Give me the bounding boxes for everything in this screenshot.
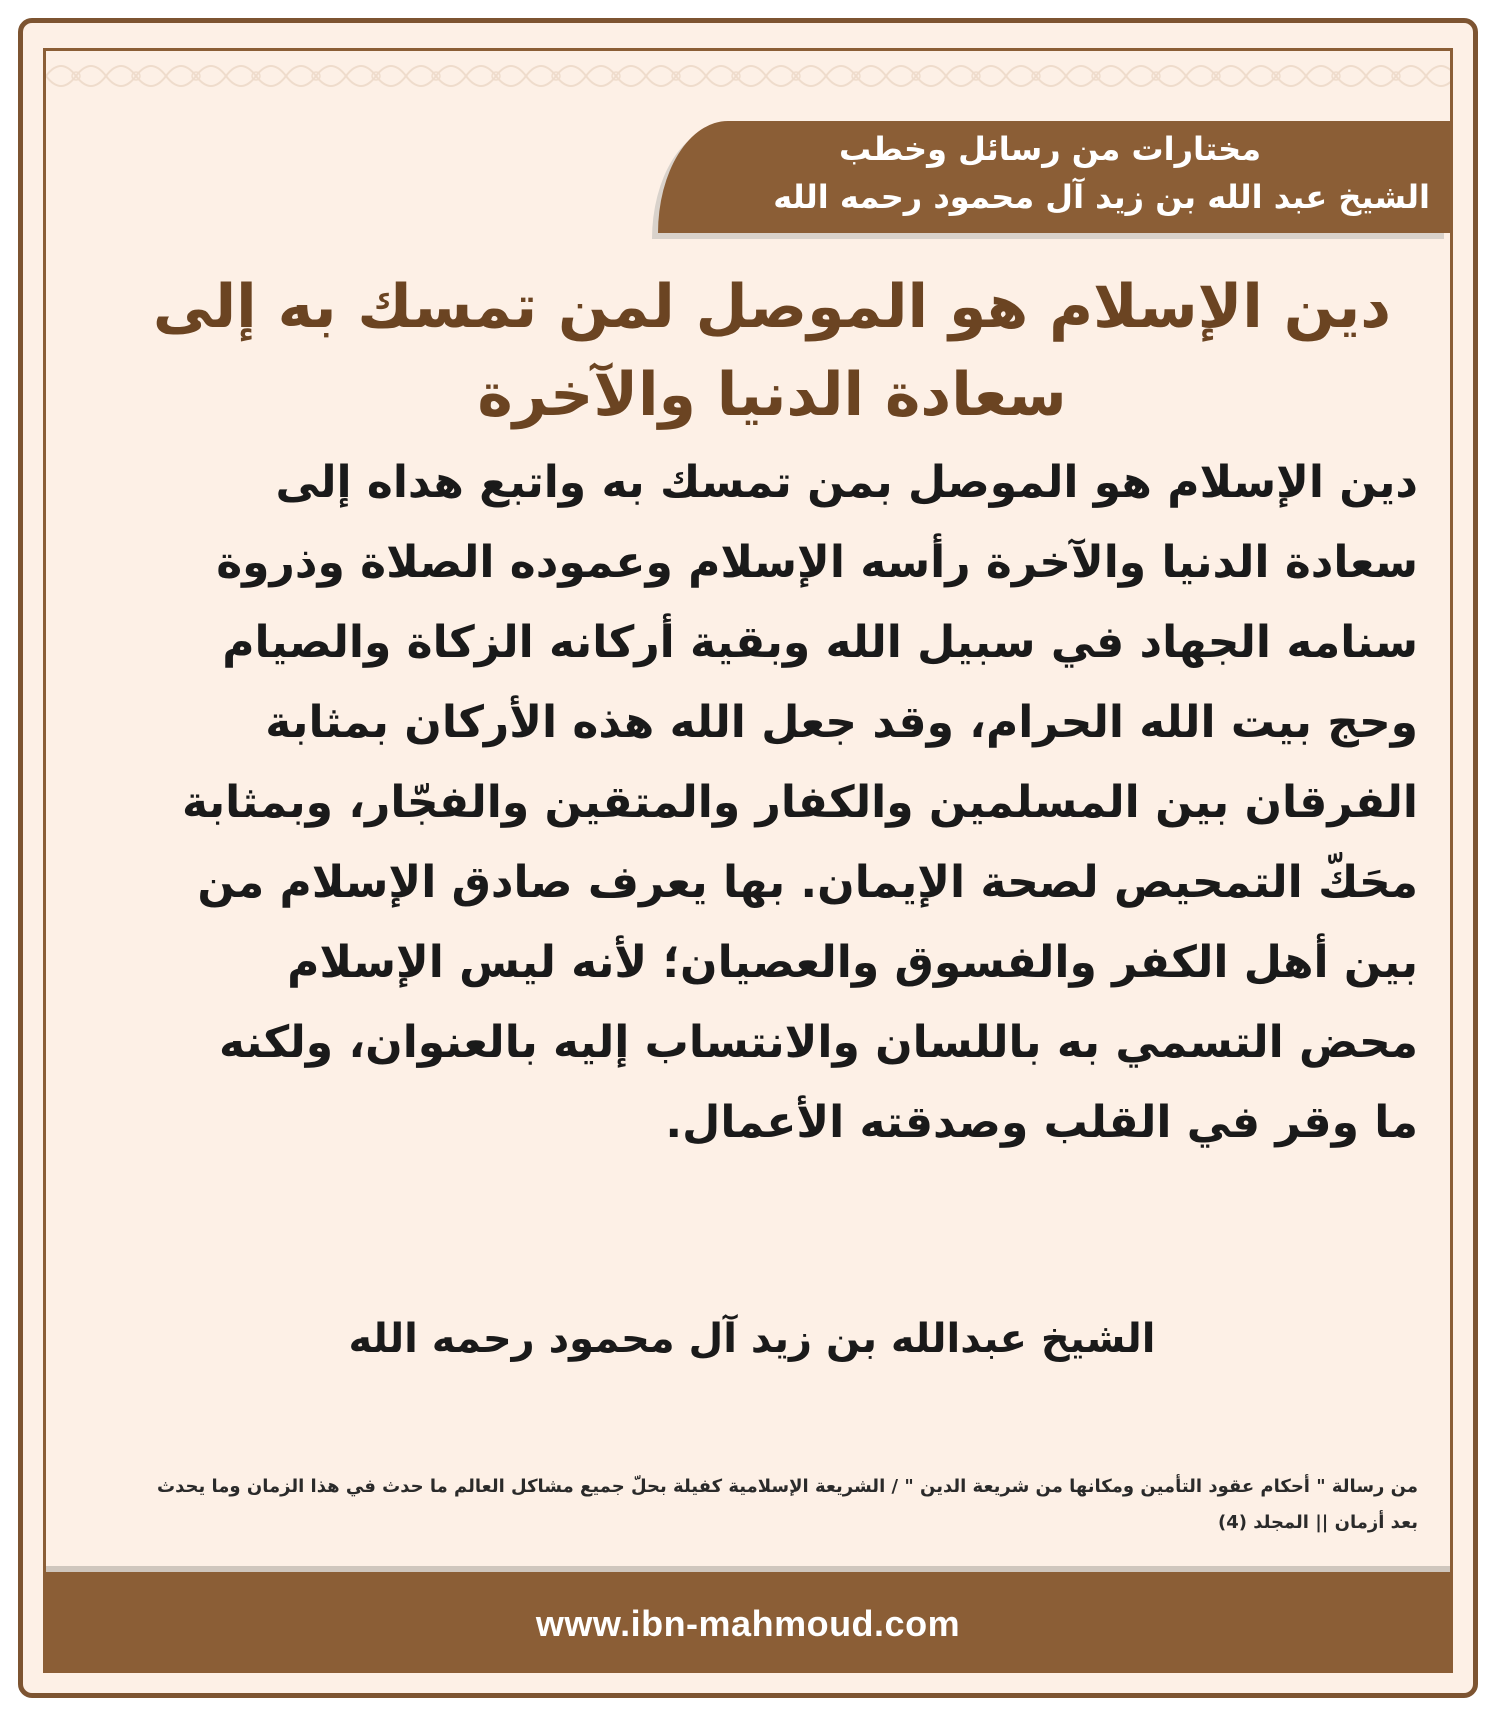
quote-card: [18, 18, 1478, 1698]
series-title: مختارات من رسائل وخطب: [838, 130, 1261, 168]
source-citation: من رسالة " أحكام عقود التأمين ومكانها من شريعة الدين " / الشريعة الإسلامية كفيلة بحلّ جميع مشاكل العالم ما حدث في هذا الزمان وما يحدث بعد أزمان || المجلد (4): [157, 1476, 1418, 1533]
article-author: الشيخ عبدالله بن زيد آل محمود رحمه الله: [348, 1316, 1156, 1362]
card-inner-frame: [43, 48, 1453, 1673]
website-link[interactable]: www.ibn-mahmoud.com: [535, 1603, 961, 1644]
article-title: دين الإسلام هو الموصل لمن تمسك به إلى سعادة الدنيا والآخرة: [152, 272, 1392, 430]
series-author: الشيخ عبد الله بن زيد آل محمود رحمه الله: [773, 178, 1430, 216]
decorative-pattern: [46, 51, 1450, 101]
article-body: دين الإسلام هو الموصل بمن تمسك به واتبع هداه إلى سعادة الدنيا والآخرة رأسه الإسلام وعموده الصلاة وذروة سنامه الجهاد في سبيل الله وبقية أركانه الزكاة والصيام وحج بيت الله الحرام، وقد جعل الله هذه الأركان بمثابة الفرقان بين المسلمين والكفار والمتقين والفجّار، وبمثابة محَكّ التمحيص لصحة الإيمان. بها يعرف صادق الإسلام من بين أهل الكفر والفسوق والعصيان؛ لأنه ليس الإسلام محض التسمي به باللسان والانتساب إليه بالعنوان، ولكنه ما وقر في القلب وصدقته الأعمال.: [181, 457, 1418, 1148]
footer-banner: [46, 1566, 1450, 1673]
